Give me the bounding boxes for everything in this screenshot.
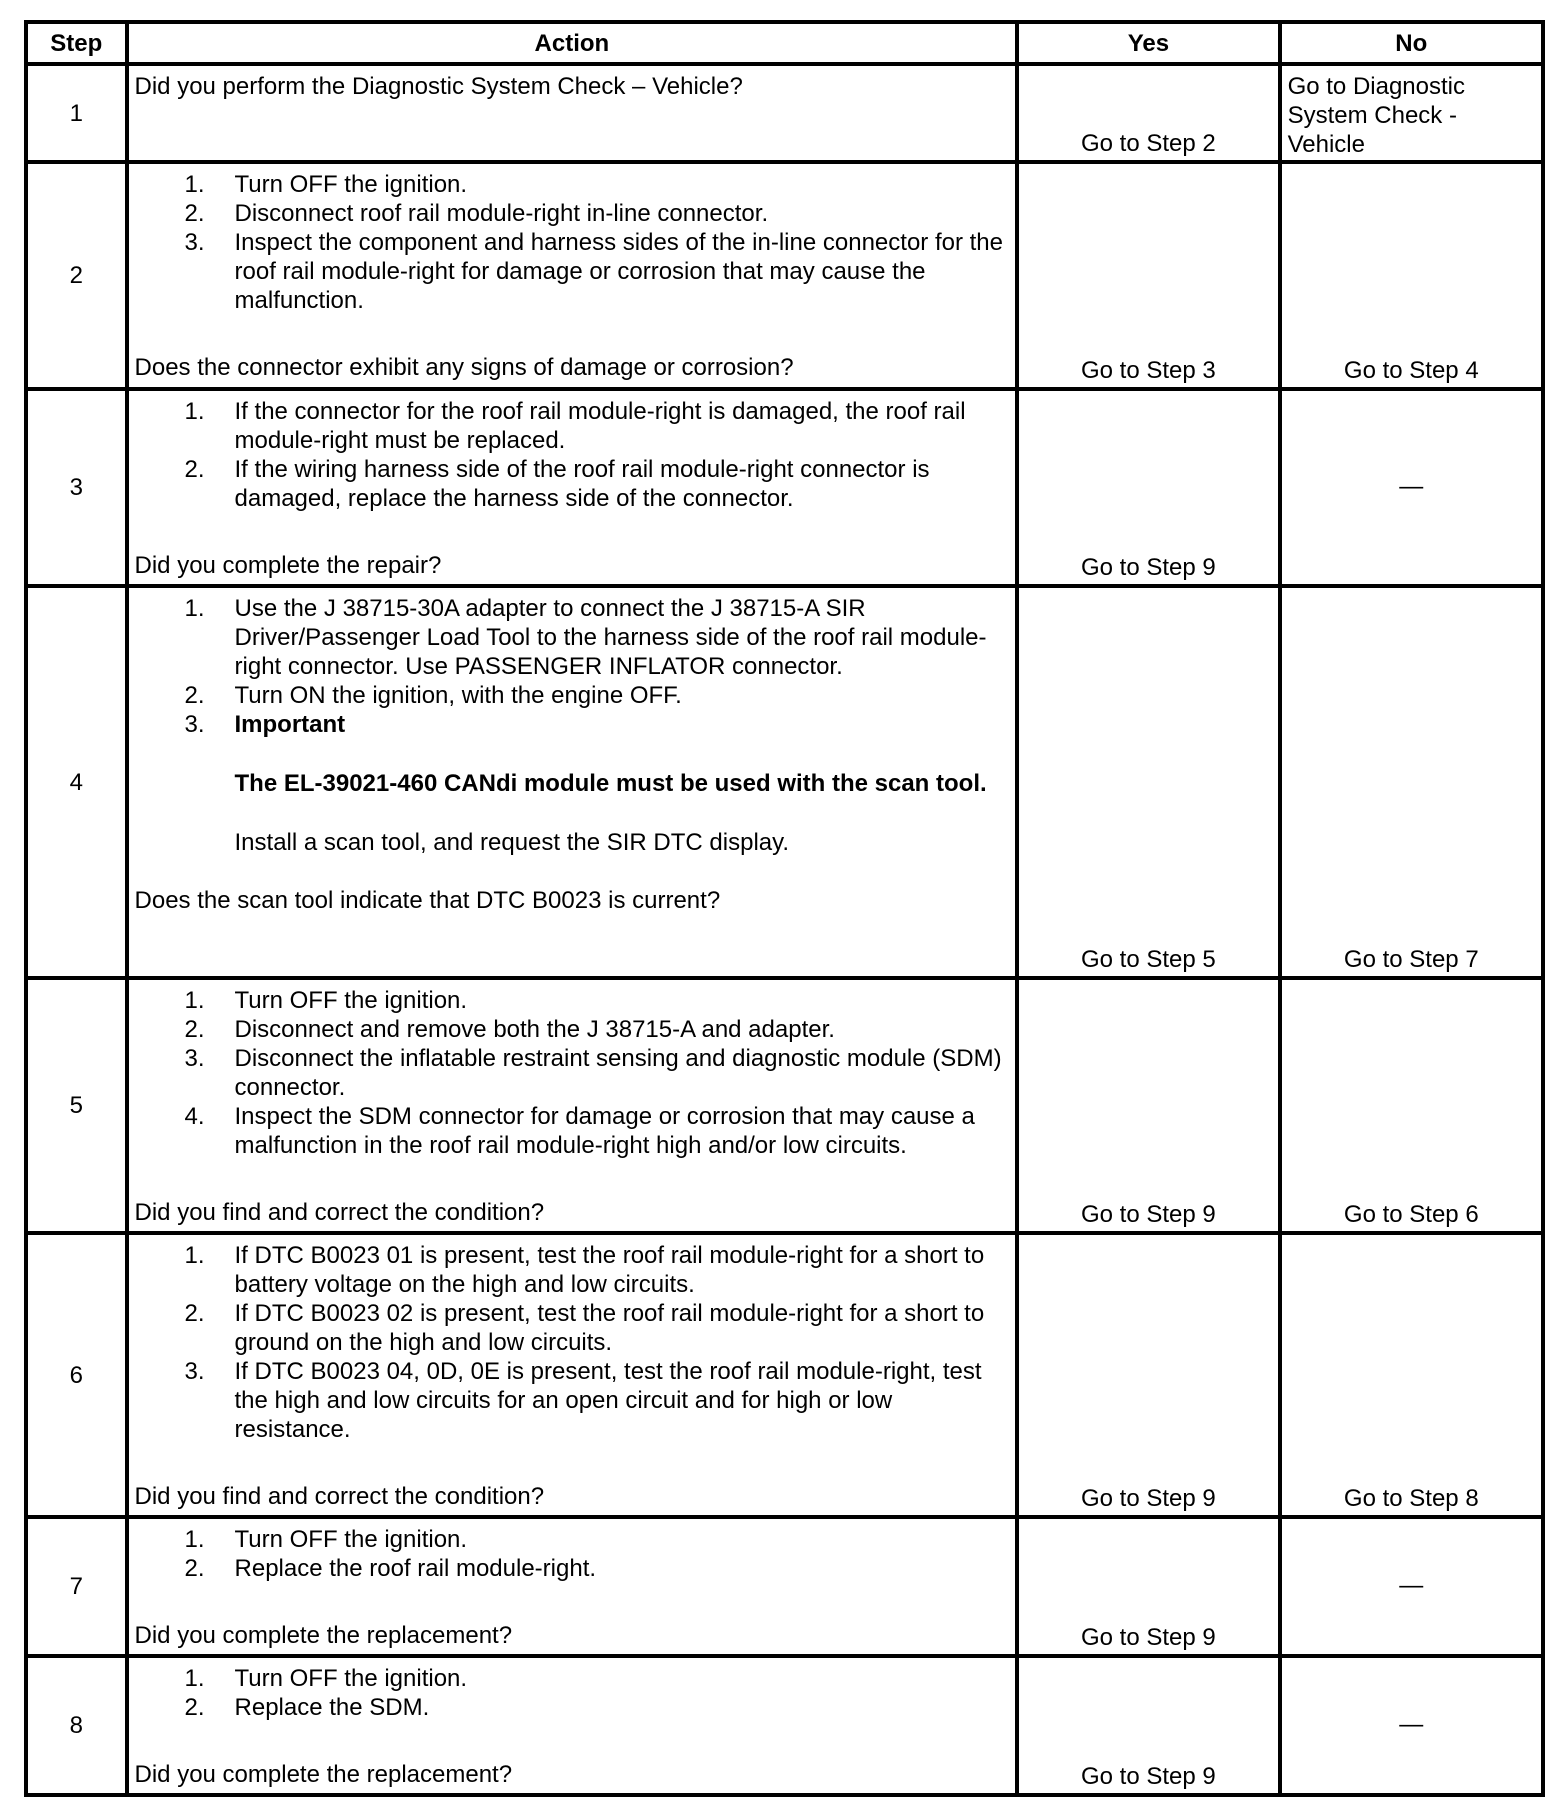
list-item: 2. Disconnect and remove both the J 38715-A and adapter.: [184, 1016, 835, 1043]
step-number: 3: [26, 389, 127, 586]
action-question: Did you complete the replacement?: [134, 1761, 513, 1788]
action-list: [135, 1525, 1008, 1583]
action-cell: [127, 1233, 1018, 1517]
action-cell: [127, 162, 1018, 389]
action-list: [135, 1664, 1008, 1722]
no-cell: Go to Step 6: [1280, 978, 1543, 1233]
step-number: 4: [26, 586, 127, 978]
step-number: 7: [26, 1517, 127, 1656]
action-list: [135, 397, 1008, 513]
no-cell: Go to Step 8: [1280, 1233, 1543, 1517]
table-row: [26, 389, 1543, 586]
action-list: [135, 1241, 1008, 1444]
yes-cell: Go to Step 9: [1017, 1656, 1279, 1795]
header-action: Action: [127, 22, 1018, 64]
table-row: [26, 64, 1543, 162]
header-step: Step: [26, 22, 127, 64]
list-item: 3. Important The EL-39021-460 CANdi module must be used with the scan tool. Install a scan tool, and request the SIR DTC display.: [135, 710, 1008, 857]
action-cell: [127, 64, 1018, 162]
list-item: 1. Turn OFF the ignition.: [184, 171, 468, 198]
table-row: [26, 978, 1543, 1233]
list-item: 1. Turn OFF the ignition.: [184, 1665, 468, 1692]
yes-cell: Go to Step 9: [1017, 978, 1279, 1233]
yes-cell: Go to Step 2: [1017, 64, 1279, 162]
list-item: 2. Disconnect roof rail module-right in-line connector.: [184, 200, 769, 227]
table-row: [26, 1517, 1543, 1656]
action-question: Did you find and correct the condition?: [134, 1199, 545, 1226]
action-list: [135, 594, 1008, 857]
action-list: [135, 986, 1008, 1160]
action-question: Did you complete the repair?: [134, 552, 442, 579]
diagnostic-table: [24, 20, 1545, 1797]
action-cell: [127, 586, 1018, 978]
header-no: No: [1280, 22, 1543, 64]
step-number: 6: [26, 1233, 127, 1517]
action-cell: [127, 1656, 1018, 1795]
action-question: Did you complete the replacement?: [134, 1622, 513, 1649]
header-yes: Yes: [1017, 22, 1279, 64]
step-number: 1: [26, 64, 127, 162]
yes-cell: Go to Step 9: [1017, 1517, 1279, 1656]
list-item: 1. Turn OFF the ignition.: [184, 987, 468, 1014]
no-cell: Go to Step 7: [1280, 586, 1543, 978]
yes-cell: Go to Step 3: [1017, 162, 1279, 389]
table-row: [26, 1656, 1543, 1795]
list-item: 2. Turn ON the ignition, with the engine OFF.: [184, 682, 682, 709]
list-item: 2. If DTC B0023 02 is present, test the roof rail module-right for a short to ground on the high and low circuits.: [184, 1300, 985, 1356]
list-item: 4. Inspect the SDM connector for damage or corrosion that may cause a malfunction in the roof rail module-right high and/or low circuits.: [184, 1103, 975, 1159]
important-text: Install a scan tool, and request the SIR DTC display.: [234, 829, 790, 856]
table-row: [26, 586, 1543, 978]
yes-cell: Go to Step 5: [1017, 586, 1279, 978]
no-cell: —: [1280, 1656, 1543, 1795]
no-cell: Go to Step 4: [1280, 162, 1543, 389]
yes-cell: Go to Step 9: [1017, 389, 1279, 586]
table-row: [26, 1233, 1543, 1517]
important-label: Important: [234, 711, 346, 738]
list-item: 1. If the connector for the roof rail module-right is damaged, the roof rail module-right must be replaced.: [184, 398, 966, 454]
list-item: 1. Use the J 38715-30A adapter to connect the J 38715-A SIR Driver/Passenger Load Tool to the harness side of the roof rail module-right connector. Use PASSENGER INFLATOR connector.: [184, 595, 987, 680]
step-number: 2: [26, 162, 127, 389]
action-question: Did you perform the Diagnostic System Check – Vehicle?: [134, 73, 743, 100]
header-row: [26, 22, 1543, 64]
action-question: Does the scan tool indicate that DTC B0023 is current?: [134, 887, 721, 914]
list-item: 3. If DTC B0023 04, 0D, 0E is present, test the roof rail module-right, test the high and low circuits for an open circuit and for high or low resistance.: [184, 1358, 982, 1443]
action-question: Did you find and correct the condition?: [134, 1483, 545, 1510]
action-list: [135, 170, 1008, 315]
no-text: Go to Diagnostic System Check - Vehicle: [1287, 73, 1465, 158]
action-cell: [127, 1517, 1018, 1656]
list-item: 1. Turn OFF the ignition.: [184, 1526, 468, 1553]
action-question: Does the connector exhibit any signs of damage or corrosion?: [134, 354, 794, 381]
list-item: 2. Replace the SDM.: [184, 1694, 430, 1721]
table-row: [26, 162, 1543, 389]
list-item: 3. Inspect the component and harness sides of the in-line connector for the roof rail module-right for damage or corrosion that may cause the malfunction.: [184, 229, 1003, 314]
list-item: 2. If the wiring harness side of the roof rail module-right connector is damaged, replace the harness side of the connector.: [184, 456, 930, 512]
step-number: 5: [26, 978, 127, 1233]
action-cell: [127, 389, 1018, 586]
list-item: 3. Disconnect the inflatable restraint sensing and diagnostic module (SDM) connector.: [184, 1045, 1002, 1101]
no-cell: —: [1280, 389, 1543, 586]
important-note: The EL-39021-460 CANdi module must be used with the scan tool.: [234, 770, 987, 797]
no-cell: —: [1280, 1517, 1543, 1656]
list-item: 2. Replace the roof rail module-right.: [184, 1555, 597, 1582]
step-number: 8: [26, 1656, 127, 1795]
action-cell: [127, 978, 1018, 1233]
yes-cell: Go to Step 9: [1017, 1233, 1279, 1517]
list-item: 1. If DTC B0023 01 is present, test the roof rail module-right for a short to battery voltage on the high and low circuits.: [184, 1242, 985, 1298]
no-cell: [1280, 64, 1543, 162]
